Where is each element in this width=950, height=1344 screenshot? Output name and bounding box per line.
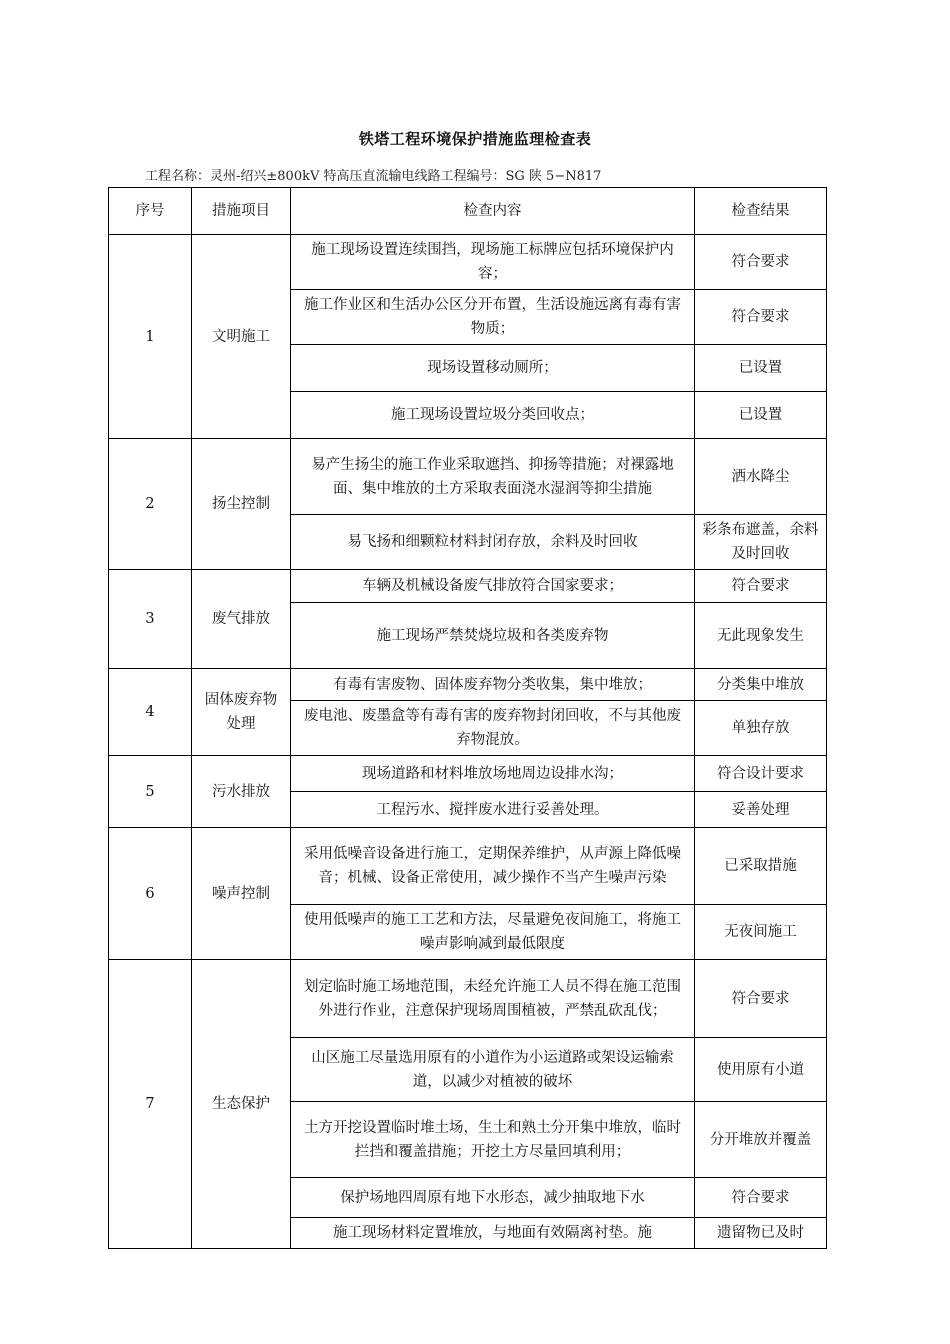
group-index: 2 xyxy=(109,439,192,570)
project-info-line: 工程名称：灵州-绍兴±800kV 特高压直流输电线路工程编号：SG 陕 5−N817 xyxy=(145,169,602,184)
group-item: 扬尘控制 xyxy=(192,439,291,570)
header-item: 措施项目 xyxy=(192,188,291,235)
check-result: 已采取措施 xyxy=(695,828,827,905)
group-item: 固体废弃物处理 xyxy=(192,669,291,756)
check-content: 山区施工尽量选用原有的小道作为小运道路或架设运输索道，以减少对植被的破坏 xyxy=(291,1038,695,1102)
document-title: 铁塔工程环境保护措施监理检查表 xyxy=(358,130,592,148)
group-index: 6 xyxy=(109,828,192,960)
header-content: 检查内容 xyxy=(291,188,695,235)
check-result: 使用原有小道 xyxy=(695,1038,827,1102)
check-content: 易产生扬尘的施工作业采取遮挡、抑扬等措施；对裸露地面、集中堆放的土方采取表面浇水湿润等抑尘措施 xyxy=(291,439,695,515)
check-result: 单独存放 xyxy=(695,701,827,756)
check-content: 工程污水、搅拌废水进行妥善处理。 xyxy=(291,792,695,828)
check-result: 符合设计要求 xyxy=(695,756,827,792)
check-content: 车辆及机械设备废气排放符合国家要求； xyxy=(291,570,695,603)
check-result: 符合要求 xyxy=(695,570,827,603)
check-content: 施工现场设置连续围挡，现场施工标牌应包括环境保护内容； xyxy=(291,235,695,290)
check-result: 符合要求 xyxy=(695,1178,827,1218)
check-content: 采用低噪音设备进行施工，定期保养维护，从声源上降低噪音；机械、设备正常使用，减少操作不当产生噪声污染 xyxy=(291,828,695,905)
group-item: 废气排放 xyxy=(192,570,291,669)
check-result: 符合要求 xyxy=(695,235,827,290)
group-item: 文明施工 xyxy=(192,235,291,439)
check-result: 无此现象发生 xyxy=(695,603,827,669)
check-content: 废电池、废墨盒等有毒有害的废弃物封闭回收，不与其他废弃物混放。 xyxy=(291,701,695,756)
check-result: 符合要求 xyxy=(695,960,827,1038)
group-index: 4 xyxy=(109,669,192,756)
group-item: 生态保护 xyxy=(192,960,291,1249)
check-result: 分开堆放并覆盖 xyxy=(695,1102,827,1178)
check-content: 现场设置移动厕所； xyxy=(291,345,695,392)
group-index: 5 xyxy=(109,756,192,828)
table-row xyxy=(109,570,827,603)
table-row xyxy=(109,669,827,701)
check-result: 无夜间施工 xyxy=(695,905,827,960)
check-content: 易飞扬和细颗粒材料封闭存放，余料及时回收 xyxy=(291,515,695,570)
table-row xyxy=(109,439,827,515)
group-item: 噪声控制 xyxy=(192,828,291,960)
header-index: 序号 xyxy=(109,188,192,235)
table-row xyxy=(109,756,827,792)
table-row xyxy=(109,960,827,1038)
group-index: 3 xyxy=(109,570,192,669)
table-header-row xyxy=(109,188,827,235)
check-content: 施工现场设置垃圾分类回收点； xyxy=(291,392,695,439)
check-content: 使用低噪声的施工工艺和方法，尽量避免夜间施工，将施工噪声影响减到最低限度 xyxy=(291,905,695,960)
check-content: 土方开挖设置临时堆土场，生土和熟土分开集中堆放，临时拦挡和覆盖措施；开挖土方尽量回填利用； xyxy=(291,1102,695,1178)
inspection-table xyxy=(108,187,827,1249)
group-index: 1 xyxy=(109,235,192,439)
header-result: 检查结果 xyxy=(695,188,827,235)
check-result: 已设置 xyxy=(695,345,827,392)
check-content: 施工现场材料定置堆放，与地面有效隔离衬垫。施 xyxy=(291,1218,695,1249)
check-content: 有毒有害废物、固体废弃物分类收集，集中堆放； xyxy=(291,669,695,701)
check-content: 保护场地四周原有地下水形态，减少抽取地下水 xyxy=(291,1178,695,1218)
check-result: 分类集中堆放 xyxy=(695,669,827,701)
check-result: 彩条布遮盖，余料及时回收 xyxy=(695,515,827,570)
table-row xyxy=(109,235,827,290)
group-item: 污水排放 xyxy=(192,756,291,828)
check-result: 遗留物已及时 xyxy=(695,1218,827,1249)
check-result: 已设置 xyxy=(695,392,827,439)
check-content: 施工现场严禁焚烧垃圾和各类废弃物 xyxy=(291,603,695,669)
check-content: 划定临时施工场地范围，未经允许施工人员不得在施工范围外进行作业，注意保护现场周围植被，严禁乱砍乱伐； xyxy=(291,960,695,1038)
table-row xyxy=(109,828,827,905)
check-content: 现场道路和材料堆放场地周边设排水沟； xyxy=(291,756,695,792)
check-result: 洒水降尘 xyxy=(695,439,827,515)
check-content: 施工作业区和生活办公区分开布置，生活设施远离有毒有害物质； xyxy=(291,290,695,345)
group-index: 7 xyxy=(109,960,192,1249)
check-result: 妥善处理 xyxy=(695,792,827,828)
check-result: 符合要求 xyxy=(695,290,827,345)
